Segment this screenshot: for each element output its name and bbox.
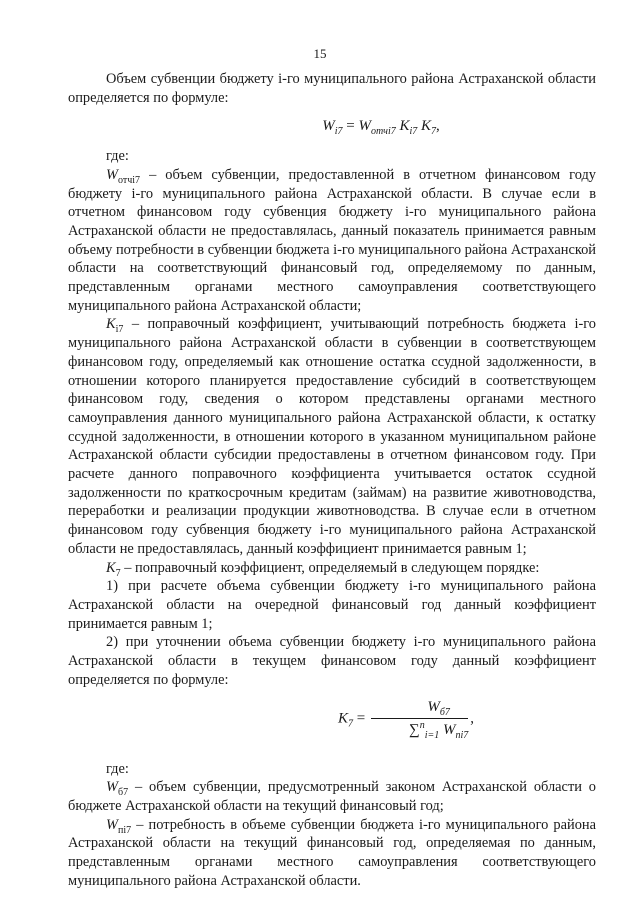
definition-symbol: K [106,559,116,576]
document-body [68,70,596,890]
formula-symbol: K [421,118,432,135]
formula-punct: , [436,118,440,135]
formula-symbol: K [338,710,349,727]
fraction-numerator: $W_{б7}$ [371,698,468,720]
list-item-1: 1) при расчете объема субвенции бюджету i-го муниципального района Астраханской области на очередной финансовый год данный коэффициент принимается равным 1; [68,578,596,632]
formula-subscript: отчi7 [370,126,396,138]
definition-k7 [68,559,596,578]
definition-w-b7 [68,778,596,815]
definition-symbol: W [106,816,118,833]
definition-text: – поправочный коэффициент, определяемый в следующем порядке: [120,559,540,576]
definition-symbol: W [106,166,118,183]
formula-w-i7 [68,107,596,147]
formula-subscript: i7 [409,126,418,138]
formula-equals: = [346,118,355,135]
definition-text: – поправочный коэффициент, учитывающий потребность бюджета i-го муниципального района Астраханской области в субвенции в соответствующем финансовом году, определяемый как отношение остатка ссудной задолженности, в отношении которого планируется предоставление субсидий в соответствующем финансовом году, сведения о котором представлены органами местного самоуправления данного муниципального района Астраханской области, к остатку ссудной задолженности, в отношении которого в указанном муниципальном районе Астраханской области субсидии предоставлены в отчетном финансовом году. При расчете данного поправочного коэффициента учитывается остаток ссудной задолженности по краткосрочным кредитам (займам) на развитие животноводства, переработки и реализации продукции животноводства. В случае если в отчетном финансовом году субвенция бюджету i-го муниципального района Астраханской области не предоставлялась, данный коэффициент принимается равным 1; [68,316,596,557]
sum-symbol: ∑ [408,722,420,739]
formula-k7 [68,690,596,760]
definition-subscript: отчi7 [118,174,141,186]
formula-subscript: 7 [431,126,437,138]
formula-punct: , [470,710,474,727]
definition-subscript: б7 [118,787,129,799]
list-item-2: 2) при уточнении объема субвенции бюджету i-го муниципального района Астраханской области в текущем финансовом году данный коэффициент определяется по формуле: [68,634,596,688]
formula-subscript: i7 [334,126,343,138]
definition-subscript: 7 [115,567,121,579]
where-label-1: где: [106,148,129,165]
definition-w-otch [68,166,596,316]
definition-text: – объем субвенции, предоставленной в отчетном финансовом году бюджету i-го муниципального района Астраханской области. В случае если в отчетном финансовом году субвенция бюджету i-го муниципального района Астраханской области не предоставлялась, данный показатель принимается равным объему потребности в субвенции бюджета i-го муниципального района Астраханской области на соответствующий финансовый год, определяемому по данным, представленным органами местного самоуправления соответствующего муниципального района Астраханской области; [68,166,596,314]
definition-symbol: K [106,316,116,333]
formula-fraction [371,698,468,740]
definition-w-pi7 [68,816,596,891]
fraction-denominator: ∑$^n_{i=1}$ $W_{пi7}$ [408,720,469,742]
formula-equals: = [356,710,366,727]
definition-k-i7 [68,315,596,558]
formula-symbol: W [358,118,371,135]
formula-symbol: W [322,118,335,135]
definition-subscript: пi7 [118,824,132,836]
intro-paragraph: Объем субвенции бюджету i-го муниципального района Астраханской области определяется по формуле: [68,71,596,106]
where-label-2: где: [106,760,129,777]
definition-symbol: W [106,779,118,796]
definition-text: – объем субвенции, предусмотренный законом Астраханской области о бюджете Астраханской области на текущий финансовый год; [68,779,596,814]
definition-subscript: i7 [115,324,124,336]
formula-symbol: K [399,118,410,135]
formula-subscript: 7 [348,718,354,730]
definition-text: – потребность в объеме субвенции бюджета i-го муниципального района Астраханской области на текущий финансовый год, определяемая по данным, представленным органами местного самоуправления соответствующего муниципального района Астраханской области. [68,816,596,889]
page-number: 15 [313,46,327,61]
